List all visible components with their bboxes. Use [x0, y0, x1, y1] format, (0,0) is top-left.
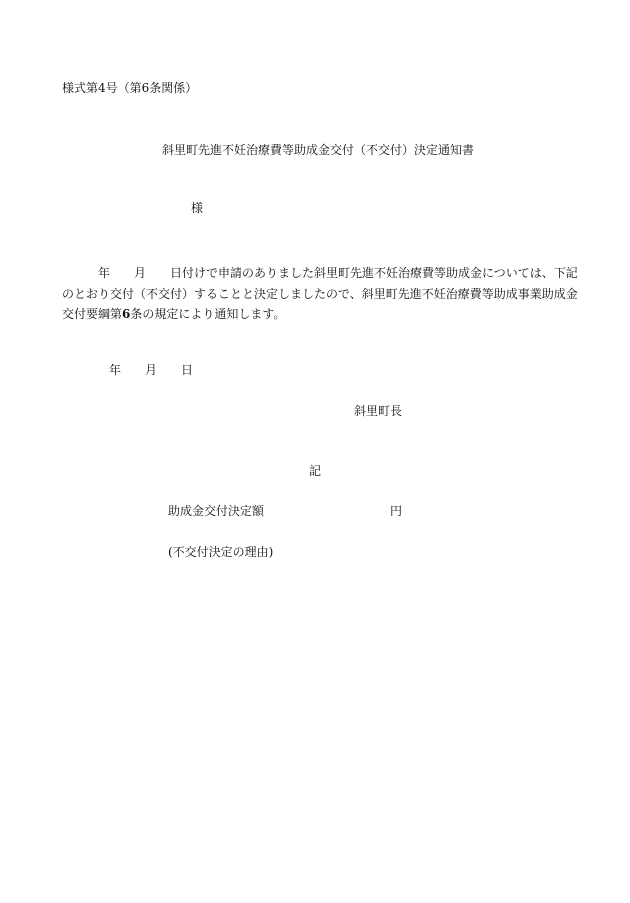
body-line-3 [62, 304, 570, 325]
date-month: 月 [145, 363, 158, 377]
issuer: 斜里町長 [354, 404, 403, 418]
reason-label: (不交付決定の理由) [168, 545, 274, 559]
addressee-suffix: 様 [191, 201, 204, 215]
body-line1-text: 日付けで申請のありました斜里町先進不妊治療費等助成金については、下記 [170, 266, 578, 280]
body-line-1 [62, 263, 578, 284]
body-year: 年 [98, 266, 111, 280]
amount-unit: 円 [390, 504, 403, 518]
body-line3-number: 6 [122, 307, 131, 321]
body-paragraph [62, 263, 578, 325]
body-line-2: のとおり交付（不交付）することと決定しましたので、斜里町先進不妊治療費等助成事業助成金 [62, 286, 578, 301]
date-year: 年 [109, 363, 122, 377]
body-month: 月 [134, 266, 147, 280]
ki-mark: 記 [309, 464, 322, 478]
body-line3-post: 条の規定により通知します。 [130, 307, 286, 321]
date-line [109, 364, 193, 376]
date-day: 日 [181, 363, 194, 377]
form-number: 様式第4号（第6条関係） [62, 81, 198, 95]
body-line3-pre: 交付要綱第 [62, 307, 123, 321]
amount-label: 助成金交付決定額 [168, 504, 265, 518]
document-title: 斜里町先進不妊治療費等助成金交付（不交付）決定通知書 [162, 143, 475, 157]
